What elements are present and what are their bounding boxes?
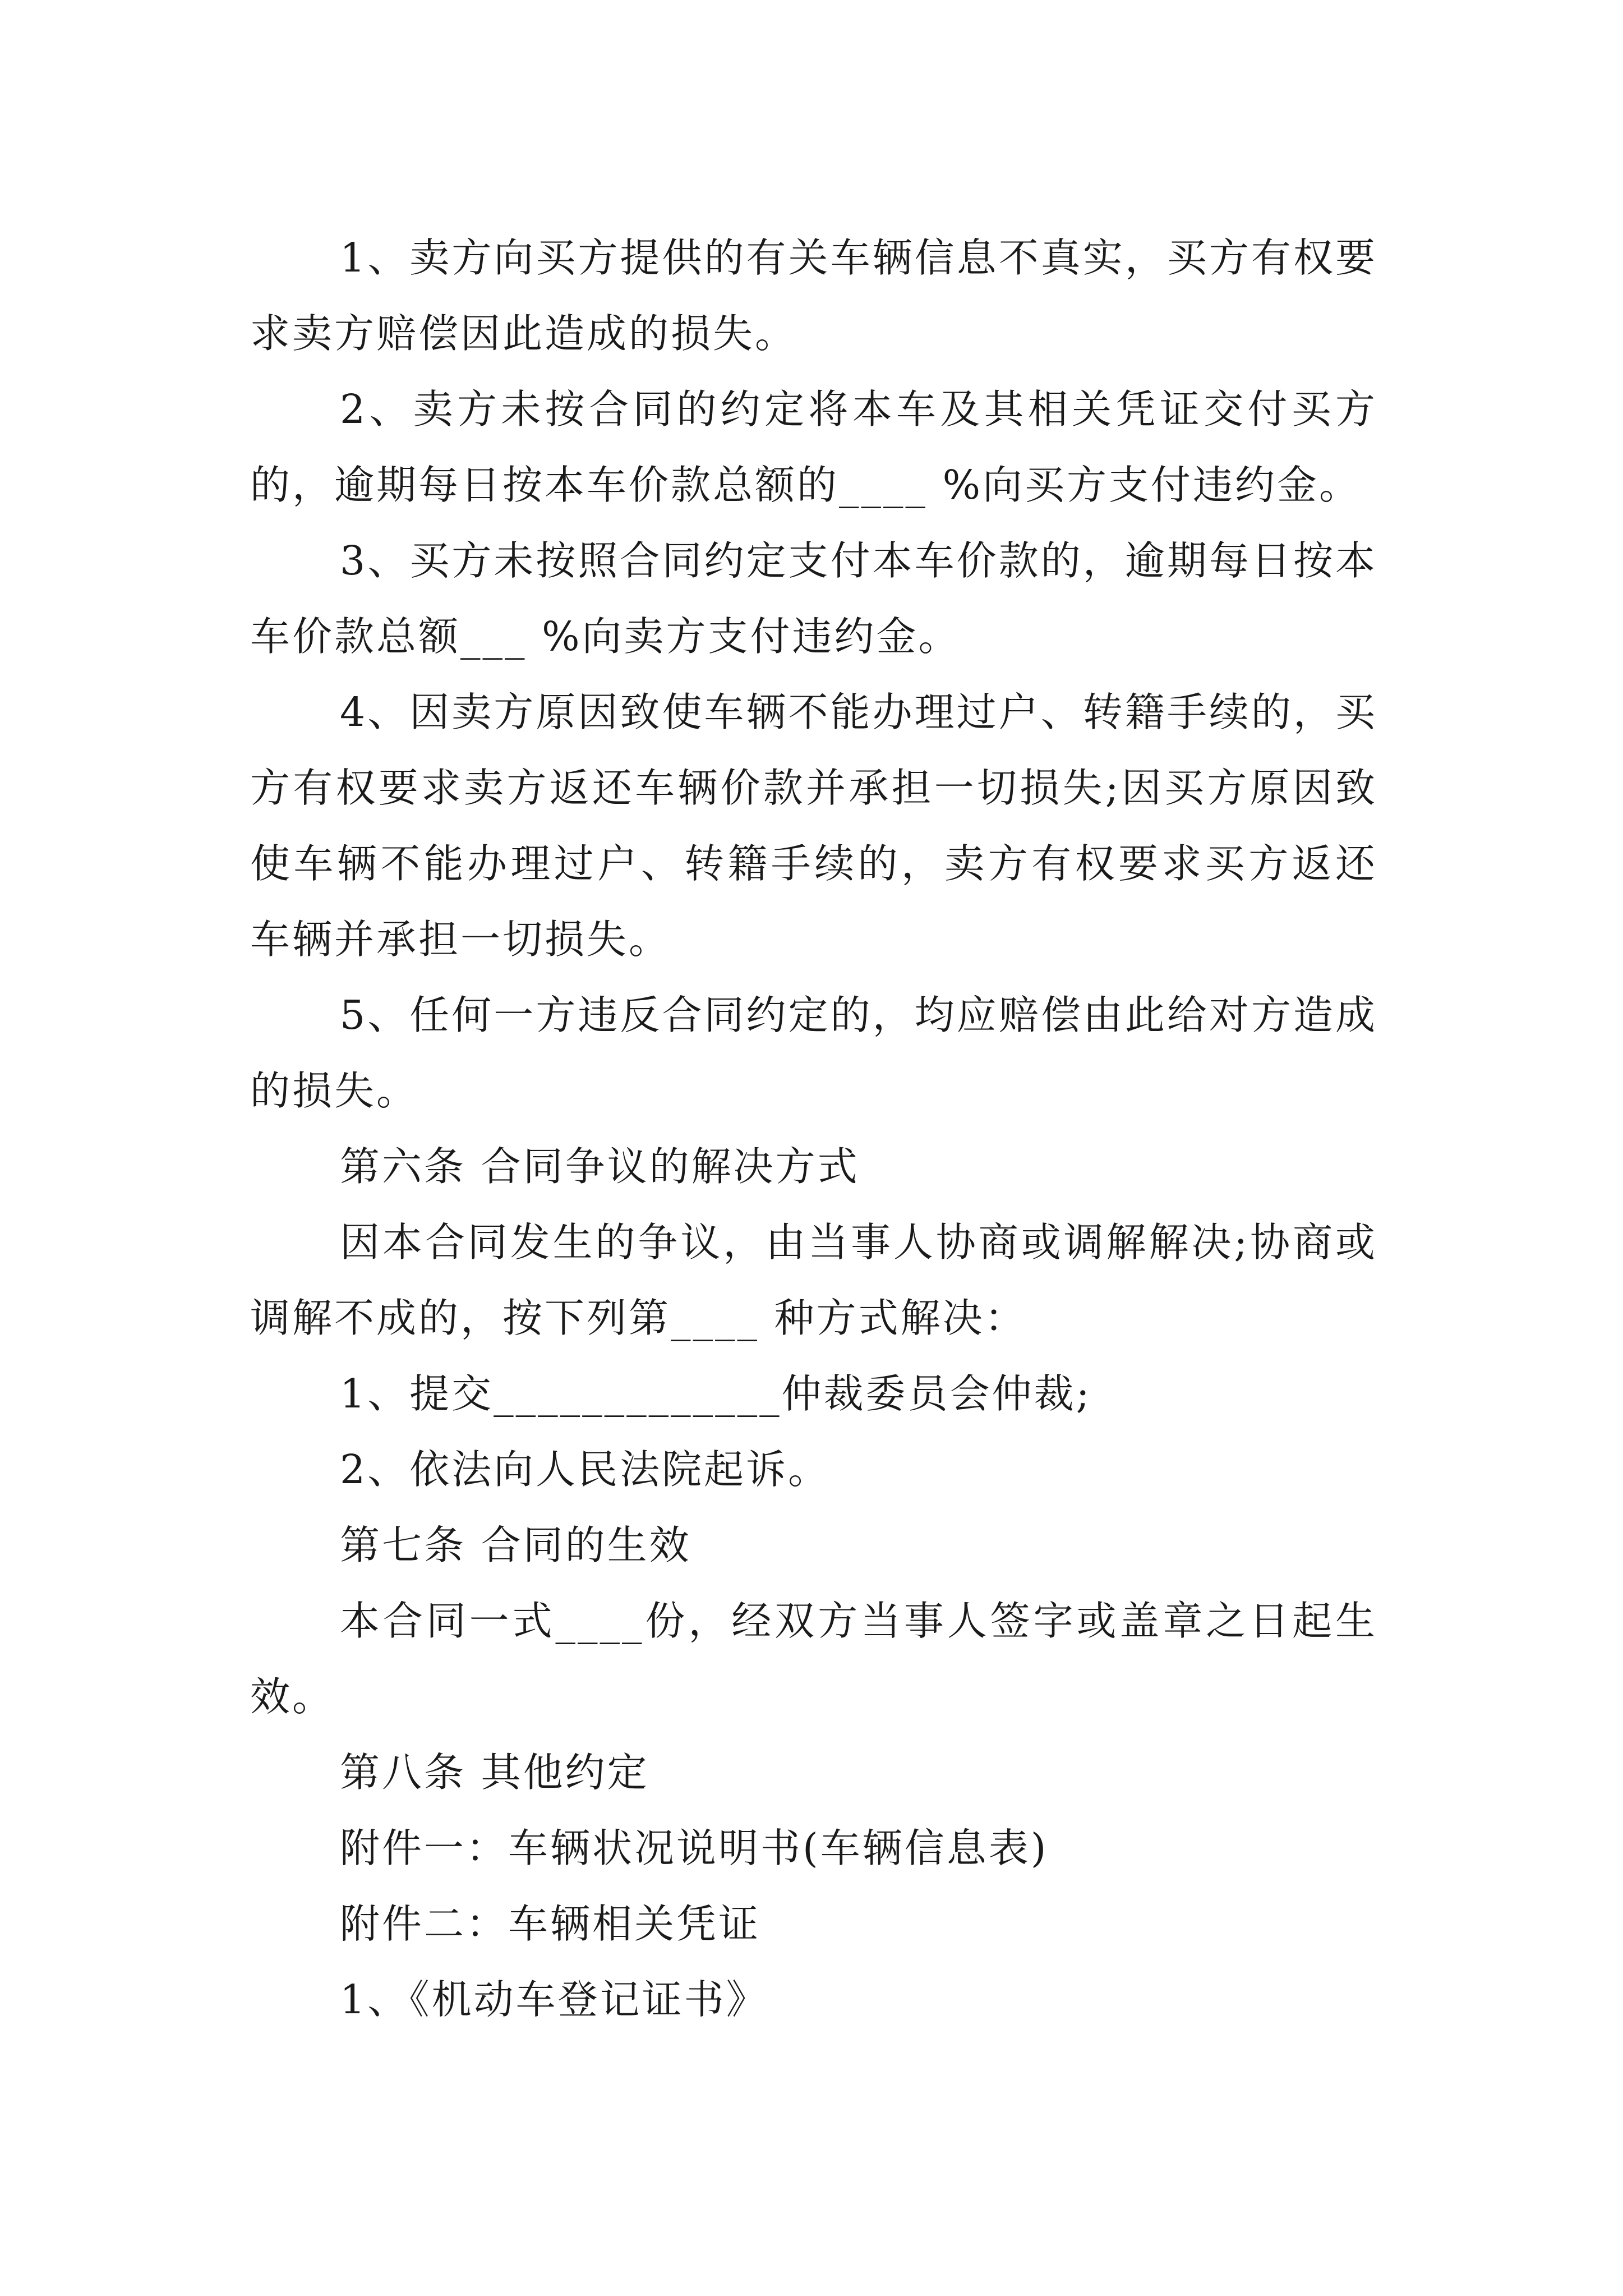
attachment-1: 附件一：车辆状况说明书(车辆信息表) xyxy=(340,1825,1049,1871)
article-7-body: 本合同一式____份，经双方当事人签字或盖章之日起生效。 xyxy=(250,1598,1377,1720)
paragraph-3: 3、买方未按照合同约定支付本车价款的，逾期每日按本车价款总额___ %向卖方支付违约金。 xyxy=(250,537,1377,660)
article-8-heading: 第八条 其他约定 xyxy=(340,1749,649,1796)
attachment-2: 附件二：车辆相关凭证 xyxy=(340,1901,761,1947)
paragraph-4: 4、因卖方原因致使车辆不能办理过户、转籍手续的，买方有权要求卖方返还车辆价款并承担一切损失;因买方原因致使车辆不能办理过户、转籍手续的，卖方有权要求买方返还车辆并承担一切损失。 xyxy=(250,689,1377,963)
article-6-option-1: 1、提交_____________仲裁委员会仲裁; xyxy=(340,1370,1092,1417)
article-6-option-2: 2、依法向人民法院起诉。 xyxy=(340,1446,831,1493)
article-6-heading: 第六条 合同争议的解决方式 xyxy=(340,1143,860,1190)
paragraph-1: 1、卖方向买方提供的有关车辆信息不真实，买方有权要求卖方赔偿因此造成的损失。 xyxy=(250,234,1377,357)
document-body xyxy=(250,220,1377,2037)
attachment-2-item-1: 1、《机动车登记证书》 xyxy=(340,1976,768,2023)
paragraph-5: 5、任何一方违反合同约定的，均应赔偿由此给对方造成的损失。 xyxy=(250,992,1377,1114)
article-6-body: 因本合同发生的争议，由当事人协商或调解解决;协商或调解不成的，按下列第____ 种方式解决： xyxy=(250,1219,1377,1341)
article-7-heading: 第七条 合同的生效 xyxy=(340,1522,691,1568)
paragraph-2: 2、卖方未按合同的约定将本车及其相关凭证交付买方的，逾期每日按本车价款总额的____ %向买方支付违约金。 xyxy=(250,386,1377,508)
